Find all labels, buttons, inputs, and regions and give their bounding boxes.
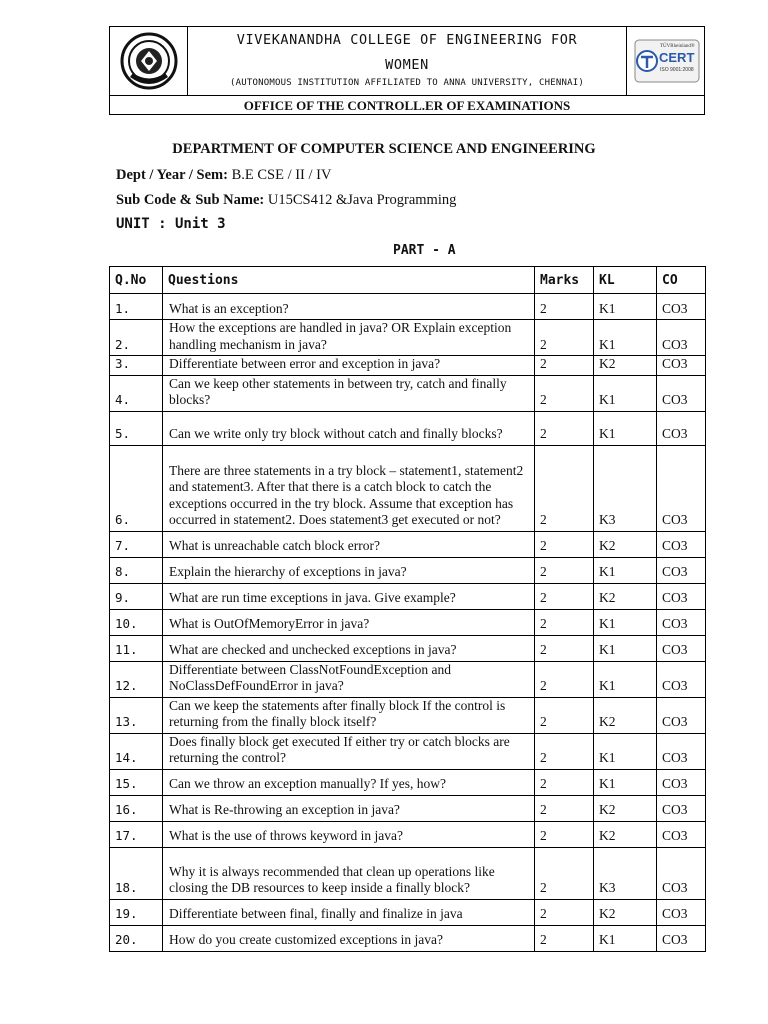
college-emblem-icon <box>110 27 188 95</box>
table-row <box>110 320 706 356</box>
marks-cell: 2 <box>535 609 594 635</box>
table-row <box>110 609 706 635</box>
co-cell: CO3 <box>657 531 706 557</box>
question-text: Can we keep the statements after finally block If the control is returning from the finally block itself? <box>163 697 535 733</box>
co-cell: CO3 <box>657 320 706 356</box>
dept-year-sem-line <box>116 167 331 184</box>
dept-year-sem-label: Dept / Year / Sem: <box>116 167 228 183</box>
co-cell: CO3 <box>657 847 706 899</box>
question-number: 12. <box>110 661 163 697</box>
table-row <box>110 583 706 609</box>
question-number: 5. <box>110 411 163 445</box>
co-cell: CO3 <box>657 795 706 821</box>
affiliation-text: (AUTONOMOUS INSTITUTION AFFILIATED TO ANNA UNIVERSITY, CHENNAI) <box>230 78 584 88</box>
marks-cell: 2 <box>535 847 594 899</box>
question-text: What are run time exceptions in java. Give example? <box>163 583 535 609</box>
question-text: Can we keep other statements in between try, catch and finally blocks? <box>163 375 535 411</box>
table-row <box>110 445 706 531</box>
question-number: 20. <box>110 925 163 951</box>
marks-cell: 2 <box>535 557 594 583</box>
marks-cell: 2 <box>535 821 594 847</box>
co-cell: CO3 <box>657 769 706 795</box>
college-name-line1: VIVEKANANDHA COLLEGE OF ENGINEERING FOR <box>236 32 578 48</box>
table-row <box>110 769 706 795</box>
subject-value: U15CS412 &Java Programming <box>264 192 457 208</box>
document-header <box>109 26 705 115</box>
table-row <box>110 899 706 925</box>
marks-cell: 2 <box>535 375 594 411</box>
co-cell: CO3 <box>657 661 706 697</box>
college-name-line2: WOMEN <box>385 57 429 73</box>
co-cell: CO3 <box>657 411 706 445</box>
cert-iso-text: ISO 9001:2008 <box>660 67 694 73</box>
question-number: 11. <box>110 635 163 661</box>
question-number: 3. <box>110 356 163 376</box>
co-cell: CO3 <box>657 899 706 925</box>
kl-cell: K1 <box>594 375 657 411</box>
table-row <box>110 294 706 320</box>
question-text: Explain the hierarchy of exceptions in java? <box>163 557 535 583</box>
table-row <box>110 356 706 376</box>
certification-logo <box>626 27 704 95</box>
header-qno: Q.No <box>110 267 163 294</box>
question-number: 10. <box>110 609 163 635</box>
question-number: 7. <box>110 531 163 557</box>
co-cell: CO3 <box>657 294 706 320</box>
question-text: Differentiate between final, finally and finalize in java <box>163 899 535 925</box>
table-row <box>110 557 706 583</box>
co-cell: CO3 <box>657 356 706 376</box>
question-text: Can we write only try block without catch and finally blocks? <box>163 411 535 445</box>
marks-cell: 2 <box>535 635 594 661</box>
co-cell: CO3 <box>657 733 706 769</box>
dept-year-sem-value: B.E CSE / II / IV <box>227 167 332 183</box>
marks-cell: 2 <box>535 661 594 697</box>
question-number: 8. <box>110 557 163 583</box>
co-cell: CO3 <box>657 375 706 411</box>
question-text: What is an exception? <box>163 294 535 320</box>
question-text: What is Re-throwing an exception in java? <box>163 795 535 821</box>
subject-label: Sub Code & Sub Name: <box>116 192 265 208</box>
kl-cell: K1 <box>594 769 657 795</box>
question-number: 2. <box>110 320 163 356</box>
co-cell: CO3 <box>657 925 706 951</box>
question-number: 19. <box>110 899 163 925</box>
cert-main-text: CERT <box>659 50 695 65</box>
marks-cell: 2 <box>535 583 594 609</box>
department-title: DEPARTMENT OF COMPUTER SCIENCE AND ENGINEERING <box>172 141 596 157</box>
question-number: 17. <box>110 821 163 847</box>
question-number: 6. <box>110 445 163 531</box>
kl-cell: K2 <box>594 821 657 847</box>
marks-cell: 2 <box>535 769 594 795</box>
table-row <box>110 411 706 445</box>
question-number: 1. <box>110 294 163 320</box>
kl-cell: K2 <box>594 795 657 821</box>
table-header-row <box>110 267 706 294</box>
table-row <box>110 697 706 733</box>
co-cell: CO3 <box>657 609 706 635</box>
table-row <box>110 821 706 847</box>
college-name <box>188 28 626 78</box>
table-row <box>110 375 706 411</box>
table-row <box>110 661 706 697</box>
office-title: OFFICE OF THE CONTROLL.ER OF EXAMINATIONS <box>110 95 704 116</box>
subject-line <box>116 192 456 209</box>
question-text: How do you create customized exceptions in java? <box>163 925 535 951</box>
header-co: CO <box>657 267 706 294</box>
kl-cell: K1 <box>594 925 657 951</box>
questions-table <box>109 266 706 952</box>
question-text: Differentiate between ClassNotFoundException and NoClassDefFoundError in java? <box>163 661 535 697</box>
kl-cell: K2 <box>594 531 657 557</box>
question-text: What is the use of throws keyword in java? <box>163 821 535 847</box>
kl-cell: K2 <box>594 356 657 376</box>
marks-cell: 2 <box>535 899 594 925</box>
question-text: What is OutOfMemoryError in java? <box>163 609 535 635</box>
part-title: PART - A <box>393 243 456 258</box>
question-number: 14. <box>110 733 163 769</box>
header-marks: Marks <box>535 267 594 294</box>
marks-cell: 2 <box>535 356 594 376</box>
question-number: 15. <box>110 769 163 795</box>
marks-cell: 2 <box>535 294 594 320</box>
co-cell: CO3 <box>657 583 706 609</box>
co-cell: CO3 <box>657 697 706 733</box>
kl-cell: K1 <box>594 661 657 697</box>
marks-cell: 2 <box>535 697 594 733</box>
marks-cell: 2 <box>535 411 594 445</box>
marks-cell: 2 <box>535 733 594 769</box>
unit-title: UNIT : Unit 3 <box>116 216 226 232</box>
question-text: How the exceptions are handled in java? OR Explain exception handling mechanism in java? <box>163 320 535 356</box>
co-cell: CO3 <box>657 635 706 661</box>
table-row <box>110 635 706 661</box>
question-text: Differentiate between error and exception in java? <box>163 356 535 376</box>
kl-cell: K1 <box>594 733 657 769</box>
question-number: 9. <box>110 583 163 609</box>
question-text: Why it is always recommended that clean up operations like closing the DB resources to keep inside a finally block? <box>163 847 535 899</box>
question-text: There are three statements in a try block – statement1, statement2 and statement3. After that there is a catch block to catch the exceptions occurred in the try block. Assume that exception has occurred in statement2. Does statement3 get executed or not? <box>163 445 535 531</box>
college-logo <box>110 27 188 95</box>
cert-top-text: TÜVRheinland® <box>660 44 695 49</box>
kl-cell: K3 <box>594 445 657 531</box>
kl-cell: K3 <box>594 847 657 899</box>
kl-cell: K2 <box>594 583 657 609</box>
co-cell: CO3 <box>657 821 706 847</box>
question-text: What is unreachable catch block error? <box>163 531 535 557</box>
kl-cell: K1 <box>594 609 657 635</box>
table-row <box>110 925 706 951</box>
question-text: What are checked and unchecked exceptions in java? <box>163 635 535 661</box>
question-text: Does finally block get executed If either try or catch blocks are returning the control? <box>163 733 535 769</box>
question-number: 13. <box>110 697 163 733</box>
co-cell: CO3 <box>657 445 706 531</box>
header-kl: KL <box>594 267 657 294</box>
kl-cell: K2 <box>594 697 657 733</box>
marks-cell: 2 <box>535 925 594 951</box>
college-heading <box>188 27 626 95</box>
marks-cell: 2 <box>535 320 594 356</box>
kl-cell: K2 <box>594 899 657 925</box>
kl-cell: K1 <box>594 411 657 445</box>
marks-cell: 2 <box>535 445 594 531</box>
marks-cell: 2 <box>535 795 594 821</box>
questions-body <box>110 294 706 952</box>
header-questions: Questions <box>163 267 535 294</box>
table-row <box>110 847 706 899</box>
kl-cell: K1 <box>594 635 657 661</box>
table-row <box>110 531 706 557</box>
kl-cell: K1 <box>594 320 657 356</box>
table-row <box>110 733 706 769</box>
question-number: 16. <box>110 795 163 821</box>
co-cell: CO3 <box>657 557 706 583</box>
question-number: 4. <box>110 375 163 411</box>
kl-cell: K1 <box>594 294 657 320</box>
table-row <box>110 795 706 821</box>
question-number: 18. <box>110 847 163 899</box>
question-text: Can we throw an exception manually? If yes, how? <box>163 769 535 795</box>
kl-cell: K1 <box>594 557 657 583</box>
marks-cell: 2 <box>535 531 594 557</box>
